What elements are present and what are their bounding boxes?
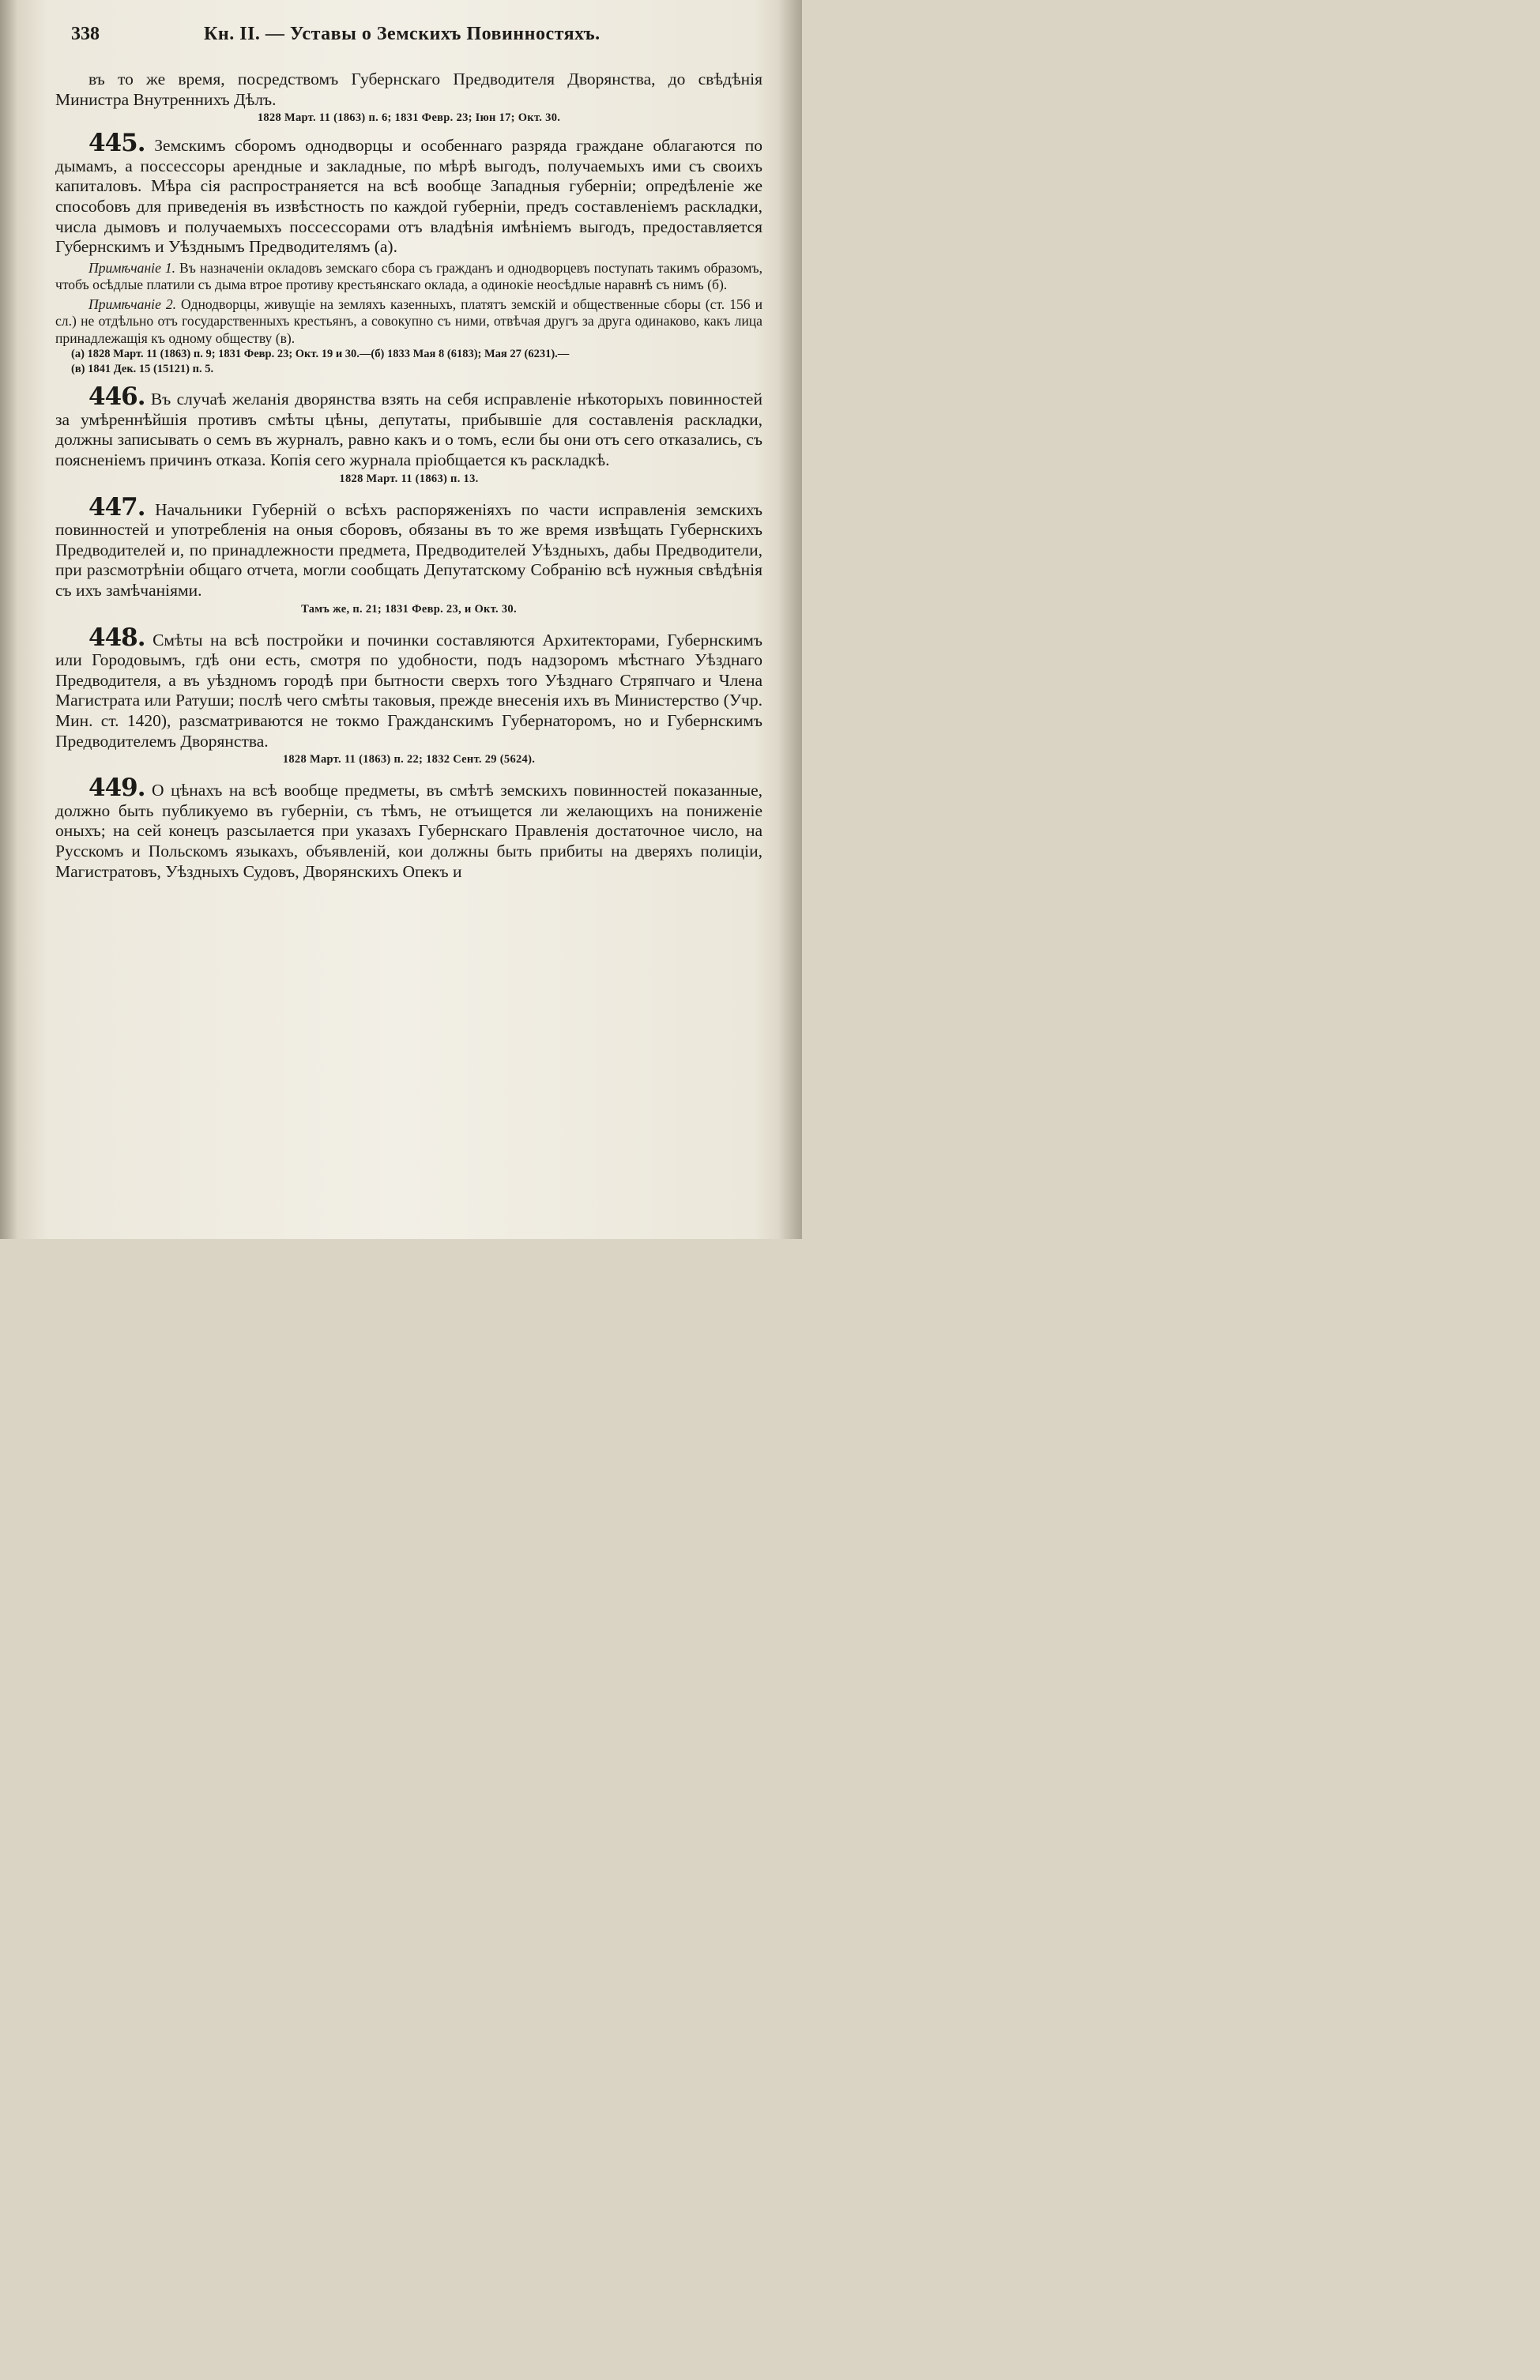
article-445 [55, 129, 762, 376]
intro-paragraph: въ то же время, посредствомъ Губернскаго Предводителя Дворянства, до свѣдѣнія Министра Внутреннихъ Дѣлъ. [55, 70, 762, 109]
article-number: 445. [88, 129, 145, 158]
article-445-note-1 [55, 260, 762, 294]
note-label: Примѣчаніе 1. [88, 259, 176, 276]
intro-citation: 1828 Март. 11 (1863) п. 6; 1831 Февр. 23; Іюн 17; Окт. 30. [257, 111, 561, 125]
article-447-text [55, 492, 762, 601]
article-body: Начальники Губерній о всѣхъ распоряженіяхъ по части исправленія земскихъ повинностей и употребленія на оныя сборовъ, обязаны въ то же время извѣщать Губернскихъ Предводителей и, по принадлежности предмета, Предводителей Уѣздныхъ, дабы Предводители, при разсмотрѣніи общаго отчета, могли сообщать Депутатскому Собранію всѣ нужныя свѣдѣнія съ ихъ замѣчаніями. [55, 499, 762, 600]
article-446-citation: 1828 Март. 11 (1863) п. 13. [339, 472, 479, 485]
article-448-text [55, 623, 763, 752]
article-body: О цѣнахъ на всѣ вообще предметы, въ смѣтѣ земскихъ повинностей показанные, должно быть публикуемо въ губерніи, съ тѣмъ, не отъищется ли желающихъ на пониженіе оныхъ; на сей конецъ разсылается при указахъ Губернскаго Правленія достаточное число, на Русскомъ и Польскомъ языкахъ, объявленій, кои должны быть прибиты на дверяхъ полиціи, Магистратовъ, Уѣздныхъ Судовъ, Дворянскихъ Опекъ и [55, 781, 763, 881]
article-body: Въ случаѣ желанія дворянства взять на себя исправленіе нѣкоторыхъ повинностей за умѣреннѣйшія противъ смѣты цѣны, депутаты, прибывшіе для составленія раскладки, должны записывать о семъ въ журналъ, равно какъ и о томъ, если бы они отъ сего отказались, съ поясненіемъ причинъ отказа. Копія сего журнала пріобщается къ раскладкѣ. [55, 390, 762, 470]
article-number: 448. [88, 623, 145, 652]
article-number: 446. [88, 382, 145, 412]
article-449-text [55, 774, 763, 882]
page-gutter-shadow [0, 0, 17, 1239]
article-445-footnote-2: (в) 1841 Дек. 15 (15121) п. 5. [71, 362, 214, 375]
article-body: Смѣты на всѣ постройки и починки составляются Архитекторами, Губернскимъ или Городовымъ, гдѣ они есть, смотря по удобности, подъ надзоромъ мѣстнаго Уѣзднаго Предводителя, а въ уѣздномъ городѣ при бытности сверхъ того Уѣзднаго Стряпчаго и Члена Магистрата или Ратуши; послѣ чего смѣты таковыя, прежде внесенія ихъ въ Министерство (Учр. Мин. ст. 1420), разсматриваются не токмо Гражданскимъ Губернаторомъ, но и Губернскимъ Предводителемъ Дворянства. [55, 630, 763, 751]
running-title: Кн. II. — Уставы о Земскихъ Повинностяхъ. [204, 24, 601, 44]
article-448 [55, 623, 763, 768]
article-446 [55, 382, 762, 486]
article-446-text [55, 382, 762, 470]
article-448-citation: 1828 Март. 11 (1863) п. 22; 1832 Сент. 29 (5624). [282, 753, 536, 766]
book-page [0, 0, 802, 1239]
note-text: Въ назначеніи окладовъ земскаго сбора съ гражданъ и однодворцевъ поступать такимъ образомъ, чтобъ осѣдлые платили съ дыма втрое противу крестьянскаго оклада, а одинокіе неосѣдлые наравнѣ съ нимъ (б). [55, 259, 762, 293]
article-body: Земскимъ сборомъ однодворцы и особеннаго разряда граждане облагаются по дымамъ, а поссессоры арендные и закладные, по мѣрѣ выгодъ, получаемыхъ ими съ своихъ капиталовъ. Мѣра сія распространяется на всѣ вообще Западныя губерніи; опредѣленіе же способовъ для приведенія въ извѣстность по каждой губерніи, предъ составленіемъ раскладки, числа дымовъ и получаемыхъ поссессорами отъ владѣнія имѣніемъ выгодъ, предоставляется Губернскимъ и Уѣзднымъ Предводителямъ (а). [55, 136, 762, 257]
page-body [55, 70, 762, 882]
article-447-citation: Тамъ же, п. 21; 1831 Февр. 23, и Окт. 30. [301, 602, 517, 616]
article-445-footnote-1: (а) 1828 Март. 11 (1863) п. 9; 1831 Февр. 23; Окт. 19 и 30.—(б) 1833 Мая 8 (6183); Мая 27 (6231).— [71, 348, 570, 361]
note-label: Примѣчаніе 2. [88, 296, 177, 312]
page-number: 338 [71, 24, 100, 44]
article-number: 447. [88, 492, 145, 522]
article-447 [55, 492, 762, 617]
article-445-note-2 [55, 296, 762, 348]
note-text: Однодворцы, живущіе на земляхъ казенныхъ, платятъ земскій и общественные сборы (ст. 156 и сл.) не отдѣльно отъ государственныхъ крестьянъ, а совокупно съ ними, отвѣчая другъ за друга одинаково, какъ лица принадлежащія къ одному обществу (в). [55, 296, 762, 346]
article-number: 449. [88, 774, 145, 803]
article-445-text [55, 129, 762, 258]
page-edge-shadow [778, 0, 802, 1239]
page-header [71, 24, 766, 55]
article-449 [55, 774, 763, 882]
